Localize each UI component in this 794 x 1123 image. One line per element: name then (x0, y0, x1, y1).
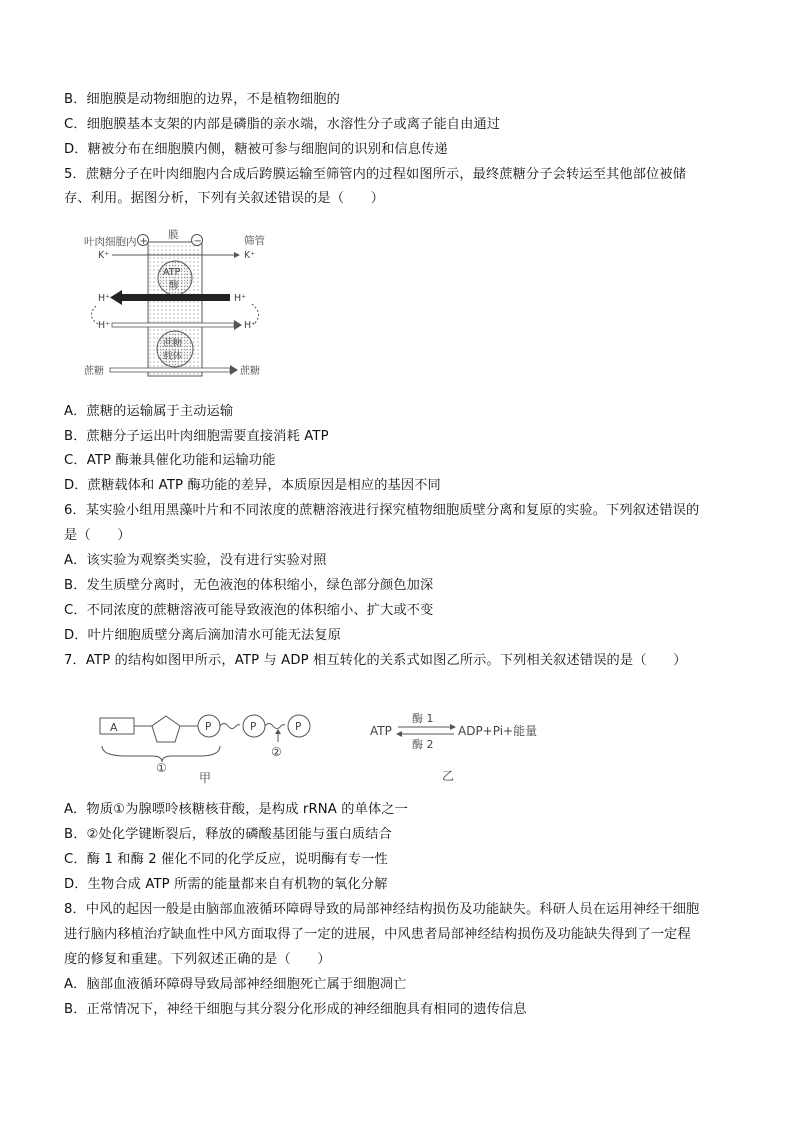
atp-structure-figure (96, 706, 336, 788)
option-line: B．发生质壁分离时，无色液泡的体积缩小，绿色部分颜色加深 (64, 578, 434, 593)
enzyme-2: 酶 2 (412, 738, 434, 751)
carrier-label: 载体 (163, 351, 183, 362)
marker-1: ① (156, 761, 167, 775)
adenine-label: A (110, 721, 118, 734)
text-line: B．细胞膜是动物细胞的边界，不是植物细胞的 (64, 92, 340, 107)
h-ion-left: H⁺ (98, 320, 111, 331)
question-5-stem: 5．蔗糖分子在叶肉细胞内合成后跨膜运输至筛管内的过程如图所示，最终蔗糖分子会转运至其他部位被储 (64, 167, 687, 182)
option-line: D．叶片细胞质壁分离后滴加清水可能无法复原 (64, 628, 342, 643)
question-6-stem: 是（ ） (64, 528, 131, 543)
sucrose-left: 蔗糖 (84, 366, 104, 377)
text-line: C．细胞膜基本支架的内部是磷脂的亲水端，水溶性分子或离子能自由通过 (64, 117, 501, 132)
ribose-pentagon (152, 716, 180, 742)
option-line: B．正常情况下，神经干细胞与其分裂分化形成的神经细胞具有相同的遗传信息 (64, 1002, 527, 1017)
option-line: A．物质①为腺嘌呤核糖核苷酸，是构成 rRNA 的单体之一 (64, 802, 408, 817)
phosphate-label: P (295, 721, 302, 733)
marker-2: ② (271, 745, 282, 759)
phosphate-label: P (250, 721, 257, 733)
option-line: C．不同浓度的蔗糖溶液可能导致液泡的体积缩小、扩大或不变 (64, 603, 434, 618)
membrane-label: 膜 (168, 229, 179, 241)
phosphate-label: P (205, 721, 212, 733)
k-ion-right: K⁺ (244, 250, 256, 261)
text-line: D．糖被分布在细胞膜内侧，糖被可参与细胞间的识别和信息传递 (64, 142, 448, 157)
option-line: A．蔗糖的运输属于主动运输 (64, 404, 234, 419)
cytoplasm-label: 叶肉细胞内 (84, 236, 137, 248)
sucrose-right: 蔗糖 (240, 366, 260, 377)
carrier-label: 蔗糖 (163, 338, 183, 349)
h-ion-left: H⁺ (98, 293, 111, 304)
figure-caption-jia: 甲 (199, 771, 212, 785)
option-line: B．蔗糖分子运出叶肉细胞需要直接消耗 ATP (64, 429, 329, 444)
sieve-tube-label: 筛管 (244, 235, 265, 247)
plus-sign: + (139, 236, 148, 247)
eq-atp: ATP (370, 724, 392, 738)
option-line: A．该实验为观察类实验，没有进行实验对照 (64, 553, 327, 568)
question-8-stem: 进行脑内移植治疗缺血性中风方面取得了一定的进展，中风患者局部神经结构损伤及功能缺失得到了一定程 (64, 927, 691, 942)
figure-caption-yi: 乙 (442, 769, 455, 783)
h-ion-right: H⁺ (234, 293, 247, 304)
minus-sign: − (193, 236, 202, 247)
sucrose-transport-figure (84, 228, 304, 378)
eq-products: ADP+Pi+能量 (458, 724, 538, 738)
option-line: D．蔗糖载体和 ATP 酶功能的差异，本质原因是相应的基因不同 (64, 478, 441, 493)
enzyme-1: 酶 1 (412, 712, 434, 725)
question-6-stem: 6．某实验小组用黑藻叶片和不同浓度的蔗糖溶液进行探究植物细胞质壁分离和复原的实验。下列叙述错误的 (64, 503, 700, 518)
k-ion-left: K⁺ (98, 250, 110, 261)
atpase-label: ATP (163, 267, 181, 278)
option-line: A．脑部血液循环障碍导致局部神经细胞死亡属于细胞凋亡 (64, 977, 407, 992)
atpase-label: 酶 (169, 280, 179, 291)
question-8-stem: 8．中风的起因一般是由脑部血液循环障碍导致的局部神经结构损伤及功能缺失。科研人员在运用神经干细胞 (64, 902, 700, 917)
option-line: D．生物合成 ATP 所需的能量都来自有机物的氧化分解 (64, 877, 388, 892)
h-ion-right: H⁺ (244, 320, 257, 331)
option-line: C．酶 1 和酶 2 催化不同的化学反应，说明酶有专一性 (64, 852, 388, 867)
option-line: B．②处化学键断裂后，释放的磷酸基团能与蛋白质结合 (64, 827, 392, 842)
atp-adp-conversion-figure (368, 708, 558, 788)
question-8-stem: 度的修复和重建。下列叙述正确的是（ ） (64, 952, 331, 967)
question-7-stem: 7．ATP 的结构如图甲所示，ATP 与 ADP 相互转化的关系式如图乙所示。下列相关叙述错误的是（ ） (64, 653, 687, 668)
option-line: C．ATP 酶兼具催化功能和运输功能 (64, 453, 276, 468)
question-5-stem: 存、利用。据图分析，下列有关叙述错误的是（ ） (64, 191, 385, 206)
